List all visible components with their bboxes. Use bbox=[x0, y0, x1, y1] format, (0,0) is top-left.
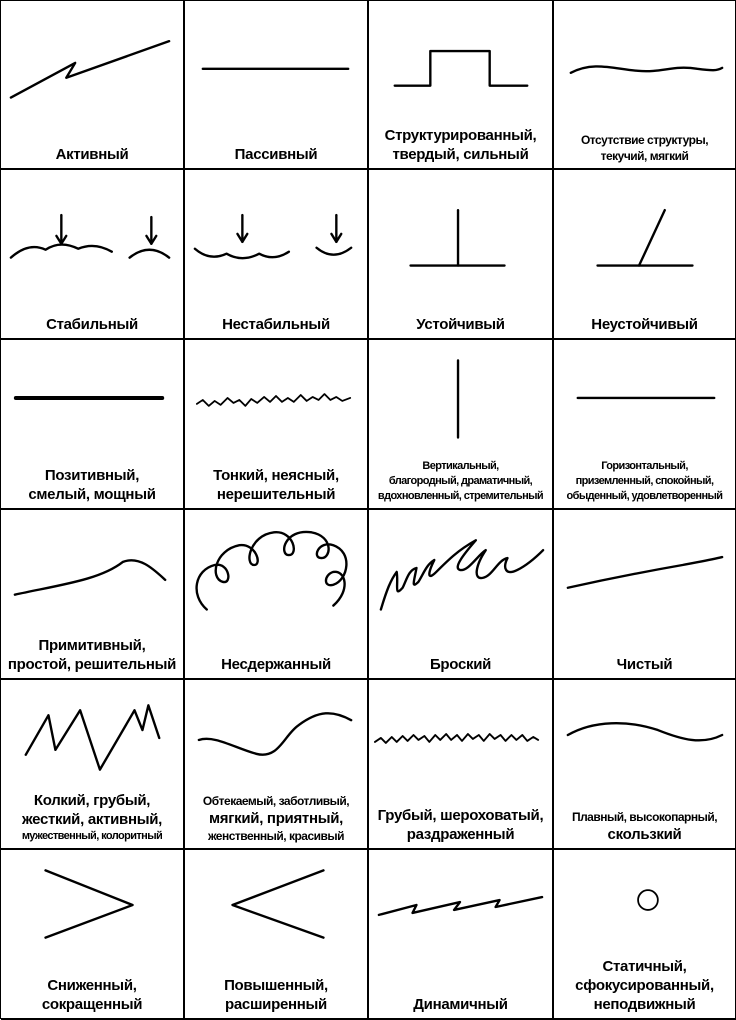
cell-dynamic bbox=[369, 850, 554, 1020]
diverging-lines bbox=[185, 850, 367, 960]
caption: Структурированный, твердый, сильный bbox=[384, 127, 537, 163]
cell-thin bbox=[185, 340, 369, 510]
cell-positive bbox=[1, 340, 185, 510]
caption: Устойчивый bbox=[416, 316, 505, 333]
caption: Неустойчивый bbox=[591, 316, 698, 333]
caption: Несдержанный bbox=[221, 656, 331, 673]
cell-streamlined bbox=[185, 680, 369, 850]
caption: Статичный, сфокусированный, неподвижный bbox=[575, 958, 714, 1013]
zigzag-rising-line bbox=[1, 1, 183, 111]
cell-active bbox=[1, 1, 185, 170]
cell-rough bbox=[369, 680, 554, 850]
clean-line bbox=[554, 510, 735, 620]
caption: Обтекаемый, заботливый, мягкий, приятный, женственный, красивый bbox=[202, 794, 350, 843]
caption: Вертикальный, благородный, драматичный, вдохновленный, стремительный bbox=[377, 460, 544, 502]
cell-clean bbox=[554, 510, 736, 680]
smooth-flow-line bbox=[554, 680, 735, 790]
rough-jagged-line bbox=[369, 680, 552, 790]
inverted-arches-with-arrows bbox=[185, 170, 367, 280]
caption: Колкий, грубый, жесткий, активный, мужественный, колоритный bbox=[21, 792, 163, 842]
thin-jittery-line bbox=[185, 340, 367, 450]
caption: Примитивный, простой, решительный bbox=[7, 637, 177, 673]
caption: Отсутствие структуры, текучий, мягкий bbox=[580, 133, 709, 163]
caption: Горизонтальный, приземленный, спокойный, обыденный, удовлетворенный bbox=[566, 460, 723, 502]
wavy-line bbox=[554, 1, 735, 111]
cell-increased bbox=[185, 850, 369, 1020]
simple-arc-line bbox=[1, 510, 183, 620]
caption: Чистый bbox=[616, 656, 673, 673]
caption: Позитивный, смелый, мощный bbox=[28, 467, 156, 503]
dynamic-zigzag-line bbox=[369, 850, 552, 960]
cell-static bbox=[554, 850, 736, 1020]
cell-passive bbox=[185, 1, 369, 170]
circle-point bbox=[554, 850, 735, 960]
cell-flashy bbox=[369, 510, 554, 680]
caption: Активный bbox=[55, 146, 129, 163]
looping-line bbox=[185, 510, 367, 620]
cell-horizontal bbox=[554, 340, 736, 510]
cell-unstable bbox=[185, 170, 369, 340]
caption: Грубый, шероховатый, раздраженный bbox=[377, 807, 544, 843]
horizontal-line bbox=[554, 340, 735, 450]
cell-vertical bbox=[369, 340, 554, 510]
caption: Броский bbox=[429, 656, 492, 673]
cell-no-structure bbox=[554, 1, 736, 170]
cell-reduced bbox=[1, 850, 185, 1020]
arches-with-arrows bbox=[1, 170, 183, 280]
cell-stable bbox=[1, 170, 185, 340]
caption: Тонкий, неясный, нерешительный bbox=[213, 467, 339, 503]
sharp-zigzag-line bbox=[1, 680, 183, 790]
caption: Повышенный, расширенный bbox=[224, 977, 328, 1013]
cell-unsteady bbox=[554, 170, 736, 340]
leaning-t-line bbox=[554, 170, 735, 280]
caption: Динамичный bbox=[413, 996, 508, 1013]
cell-structured bbox=[369, 1, 554, 170]
cell-sharp bbox=[1, 680, 185, 850]
cell-smooth bbox=[554, 680, 736, 850]
caption: Сниженный, сокращенный bbox=[41, 977, 143, 1013]
cell-steady bbox=[369, 170, 554, 340]
vertical-line bbox=[369, 340, 552, 450]
upright-t-line bbox=[369, 170, 552, 280]
flashy-scribble-line bbox=[369, 510, 552, 620]
thick-bold-line bbox=[1, 340, 183, 450]
converging-lines bbox=[1, 850, 183, 960]
square-pulse-line bbox=[369, 1, 552, 111]
caption: Плавный, высокопарный, скользкий bbox=[571, 810, 718, 843]
cell-primitive bbox=[1, 510, 185, 680]
cell-unrestrained bbox=[185, 510, 369, 680]
caption: Пассивный bbox=[234, 146, 318, 163]
soft-wave-line bbox=[185, 680, 367, 790]
caption: Стабильный bbox=[46, 316, 138, 333]
flat-line bbox=[185, 1, 367, 111]
caption: Нестабильный bbox=[222, 316, 330, 333]
